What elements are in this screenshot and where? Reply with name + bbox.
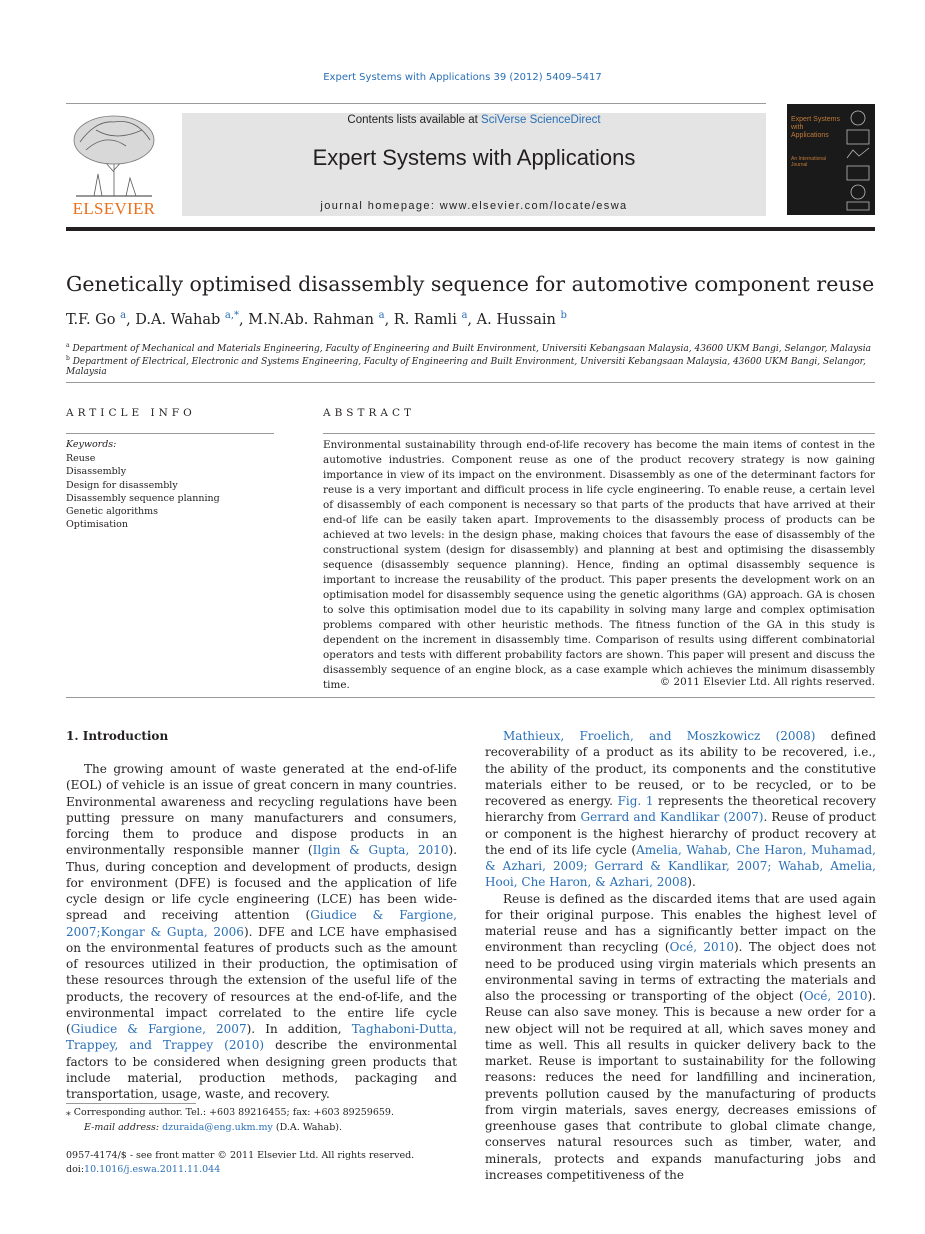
front-matter-line: 0957-4174/$ - see front matter © 2011 Elsevier Ltd. All rights reserved. [66,1150,415,1161]
paragraph-text: ). DFE and LCE have emphasised on the environmental features of products such as the amount of resources utilized in their production, the optimisation of these resources through the extension of the useful life of the products, the recovery of resources at the end-of-life, and the environmental impact correlated to the entire life cycle ( [66,924,457,1036]
author-name[interactable]: M.N.Ab. Rahman [248,312,374,328]
paragraph [485,728,876,891]
section-heading: 1. Introduction [66,729,169,743]
article-info-heading: ARTICLE INFO [66,407,196,419]
sciencedirect-link[interactable]: SciVerse ScienceDirect [481,114,601,126]
citation-link[interactable]: Mathieux, Froelich, and Moszkowicz (2008) [503,729,816,743]
author-name[interactable]: T.F. Go [66,312,116,328]
affiliation-b [66,357,875,377]
doi-label: doi: [66,1164,85,1175]
citation-link[interactable]: Océ, 2010 [669,940,734,955]
abstract-text: Environmental sustainability through end-of-life recovery has become the main items of contest in the automotive industries. Component reuse as one of the product recovery strategy is now gaining importance in view of its impact on the environment. Disassembly as one of the determinant factors for reuse is a very important and difficult process in life cycle engineering. To enable reuse, a certain level of disassembly of each component is necessary so that parts of the products that have arrived at their end-of life can be easily taken apart. Improvements to the disassembly process of products can be achieved at two levels: in the design phase, making choices that favours the ease of disassembly of the constructional system (design for disassembly) and planning at best and optimising the disassembly sequence (disassembly sequence planning). Hence, finding an optimal disassembly sequence is important to increase the reusability of the product. This paper presents the development work on an optimisation model for disassembly sequence using the genetic algorithms (GA) approach. GA is chosen to solve this optimisation model due to its capability in solving many large and complex optimisation problems compared with other heuristic methods. The fitness function of the GA in this study is dependent on the increment in disassembly time. Comparison of results using different combinatorial operators and tests with different probability factors are shown. This paper will present and discuss the disassembly sequence of an engine block, as a case example which achieves the minimum disassembly time. [323,439,875,691]
keywords-label: Keywords: [66,439,117,450]
citation-link[interactable]: Giudice & Fargione, 2007;Kongar & Gupta, 2006 [66,908,457,939]
affiliation-text: Department of Mechanical and Materials Engineering, Faculty of Engineering and Built Environment, Universiti Kebangsaan Malaysia, 43600 UKM Bangi, Selangor, Malaysia [72,344,872,354]
header-divider [66,103,766,104]
contents-prefix: Contents lists available at [347,114,482,126]
author-affiliation-mark[interactable]: a [378,310,385,322]
author-affiliation-mark[interactable]: a,* [224,310,239,322]
email-suffix: (D.A. Wahab). [272,1122,343,1133]
author-list: T.F. Go $^a$, D.A. Wahab $^{a,*}$, M.N.Ab. Rahman $^a$, R. Ramli $^a$, A. Hussain $^b$ [66,310,567,328]
journal-reference[interactable]: Expert Systems with Applications 39 (2012) 5409–5417 [323,72,602,83]
journal-title: Expert Systems with Applications [312,145,636,170]
author-name[interactable]: R. Ramli [393,312,457,328]
corresponding-author-note: ⁎ Corresponding author. Tel.: +603 89216455; fax: +603 89259659. [66,1107,395,1118]
affiliation-mark: b [66,355,70,362]
abstract-heading: ABSTRACT [323,407,416,419]
citation-link[interactable]: Gerrard and Kandlikar (2007) [580,810,764,825]
citation-link[interactable]: Ilgin & Gupta, 2010 [312,843,449,858]
journal-cover-image [787,104,875,215]
author-name[interactable]: A. Hussain [476,312,556,328]
abstract-divider [66,697,875,698]
paragraph-text: ). [687,875,696,890]
paragraph-text: ). Thus, during conception and development of products, design for environment (DFE) is focused and the application of life cycle design or life cycle engineering (LCE) has been wide-spread and receiving attention ( [66,843,458,923]
keyword-item: Disassembly [66,466,127,478]
abstract-rule [323,433,875,434]
paragraph-text: Reuse is defined as the discarded items that are used again for their original purpose. This enables the highest level of material reuse and has a significantly better impact on the environment than recycling ( [485,891,876,955]
cover-graphics-icon [843,108,873,212]
contents-line [182,114,766,126]
author-affiliation-mark[interactable]: b [560,310,567,322]
article-info-rule [66,433,274,434]
email-link[interactable]: dzuraida@eng.ukm.my [162,1122,273,1133]
email-label: E-mail address: [84,1122,163,1133]
paragraph-text: The growing amount of waste generated at the end-of-life (EOL) of vehicle is an issue of great concern in many countries. Environmental awareness and recycling regulations have been putting pressure on many manufacturers and consumers, forcing them to produce and dispose products in an environmentally responsible manner ( [66,762,457,858]
paragraph [66,761,457,1102]
doi-link[interactable]: 10.1016/j.eswa.2011.11.044 [84,1164,221,1175]
author-name[interactable]: D.A. Wahab [135,312,221,328]
affiliation-text: Department of Electrical, Electronic and Systems Engineering, Faculty of Engineering and Built Environment, Universiti Kebangsaan Malaysia, 43600 UKM Bangi, Selangor, Malaysia [66,357,866,377]
keyword-item: Reuse [66,453,96,464]
title-divider [66,382,875,383]
author-affiliation-mark[interactable]: a [120,310,127,322]
paragraph-text: describe the environmental factors to be considered when designing green products that include material, production methods, packaging and transportation, usage, waste, and recovery. [66,1038,457,1101]
keyword-item: Optimisation [66,519,129,531]
cover-subtitle: An International Journal [791,156,827,168]
right-column [485,728,876,1183]
email-note [66,1121,484,1135]
citation-link[interactable]: Océ, 2010 [803,989,868,1003]
header-thick-rule [66,227,875,231]
keyword-list [66,452,274,532]
tree-logo-icon [66,112,162,198]
paragraph-text: ). Reuse can also save money. This is because a new order for a new object will not be required at all, which saves money and time as well. This all results in quicker delivery back to the market. Reuse is important to sustainability for the following reasons: reduces the need for landfilling and incineration, prevents pollution caused by the manufacturing of products from virgin materials, saves energy, decreases emissions of greenhouse gases that contribute to global climate change, conserves natural resources such as timber, water, and minerals, protects and expands manufacturing jobs and increases competitiveness of the [485,989,876,1182]
keyword-item: Design for disassembly [66,479,178,491]
paragraph-text: . Reuse of product or component is the highest hierarchy of product recovery at the end of its life cycle ( [485,810,876,857]
publisher-logo-text: ELSEVIER [72,199,156,218]
citation-link[interactable]: Fig. 1 [617,794,654,808]
article-title: Genetically optimised disassembly sequence for automotive component reuse [66,272,875,296]
paragraph [485,891,876,1184]
paragraph-text: defined recoverability of a product as its ability to be recovered, i.e., the ability of the product, its components and the constitutive materials either to be reused, or to be recycled, or to be recovered as energy. [485,729,877,808]
cover-title: Expert Systems with Applications [791,116,841,139]
citation-link[interactable]: Taghaboni-Dutta, Trappey, and Trappey (2010) [66,1022,457,1053]
citation-link[interactable]: Giudice & Fargione, 2007 [70,1022,247,1036]
paragraph-text: represents the theoretical recovery hierarchy from [485,794,876,825]
citation-link[interactable]: Amelia, Wahab, Che Haron, Muhamad, & Azhari, 2009; Gerrard & Kandlikar, 2007; Wahab, Amelia, Hooi, Che Haron, & Azhari, 2008 [485,842,876,890]
footnote-rule [66,1103,196,1104]
affiliation-mark: a [66,342,70,349]
doi-line [66,1163,566,1177]
journal-homepage[interactable]: journal homepage: www.elsevier.com/locate/eswa [320,200,628,212]
paragraph-text: ). The object does not need to be produced using virgin materials which presents an environmental saving in terms of extracting the materials and also the processing or transporting of the object ( [485,940,876,1003]
author-affiliation-mark[interactable]: a [461,310,468,322]
paragraph-text: ). In addition, [246,1022,352,1036]
affiliation-a [66,344,875,354]
abstract-copyright: © 2011 Elsevier Ltd. All rights reserved. [659,676,875,688]
keyword-item: Disassembly sequence planning [66,492,220,504]
left-column [66,761,457,1102]
keyword-item: Genetic algorithms [66,506,159,518]
